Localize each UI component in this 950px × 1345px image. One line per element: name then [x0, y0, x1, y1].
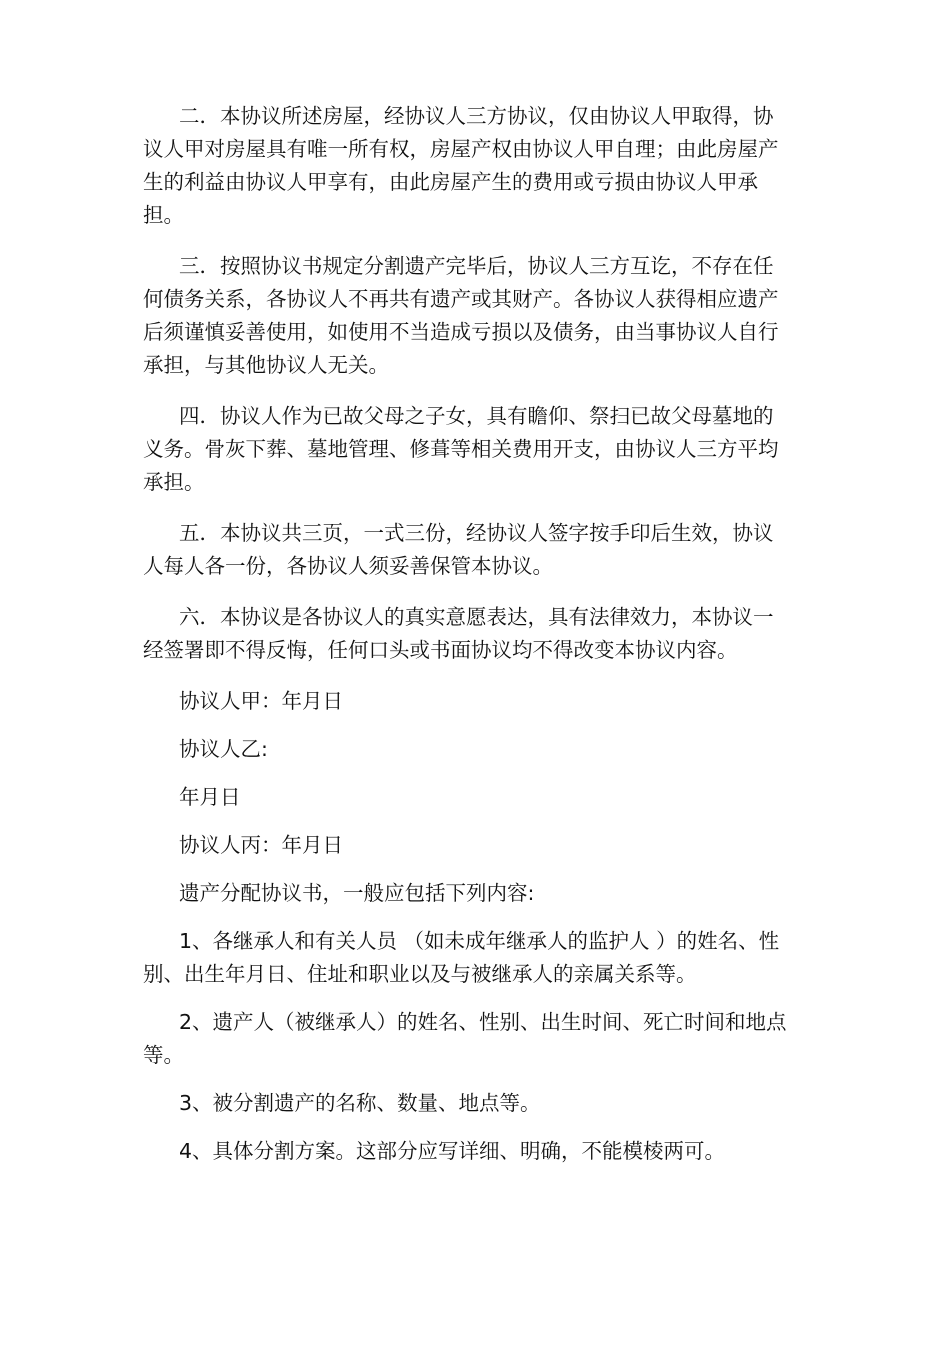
clause-3-paragraph: 三．按照协议书规定分割遗产完毕后，协议人三方互讫，不存在任何债务关系，各协议人不再共有遗产或其财产。各协议人获得相应遗产后须谨慎妥善使用，如使用不当造成亏损以及债务，由当事协议人自行承担，与其他协议人无关。	[143, 254, 779, 377]
contents-intro-paragraph: 遗产分配协议书，一般应包括下列内容:	[179, 881, 535, 905]
clause-4-paragraph: 四．协议人作为已故父母之子女，具有瞻仰、祭扫已故父母墓地的义务。骨灰下葬、墓地管理、修葺等相关费用开支，由协议人三方平均承担。	[143, 404, 779, 494]
contents-item-1: 1、各继承人和有关人员 （如未成年继承人的监护人 ）的姓名、性别、出生年月日、住址和职业以及与被继承人的亲属关系等。	[143, 929, 780, 986]
party-b-signature-line: 协议人乙:	[179, 737, 268, 761]
contents-item-4: 4、具体分割方案。这部分应写详细、明确，不能模棱两可。	[179, 1139, 726, 1163]
party-a-signature-line: 协议人甲：年月日	[179, 689, 343, 713]
clause-6-paragraph: 六．本协议是各协议人的真实意愿表达，具有法律效力，本协议一经签署即不得反悔，任何口头或书面协议均不得改变本协议内容。	[143, 605, 774, 662]
contents-item-2: 2、遗产人（被继承人）的姓名、性别、出生时间、死亡时间和地点等。	[143, 1010, 787, 1067]
clause-5-paragraph: 五．本协议共三页，一式三份，经协议人签字按手印后生效，协议人每人各一份，各协议人须妥善保管本协议。	[143, 521, 774, 578]
party-b-date-line: 年月日	[179, 785, 241, 809]
party-c-signature-line: 协议人丙：年月日	[179, 833, 343, 857]
contents-item-3: 3、被分割遗产的名称、数量、地点等。	[179, 1091, 541, 1115]
clause-2-paragraph: 二．本协议所述房屋，经协议人三方协议，仅由协议人甲取得，协议人甲对房屋具有唯一所有权，房屋产权由协议人甲自理；由此房屋产生的利益由协议人甲享有，由此房屋产生的费用或亏损由协议人甲承担。	[143, 104, 779, 227]
document-body	[143, 100, 793, 1168]
